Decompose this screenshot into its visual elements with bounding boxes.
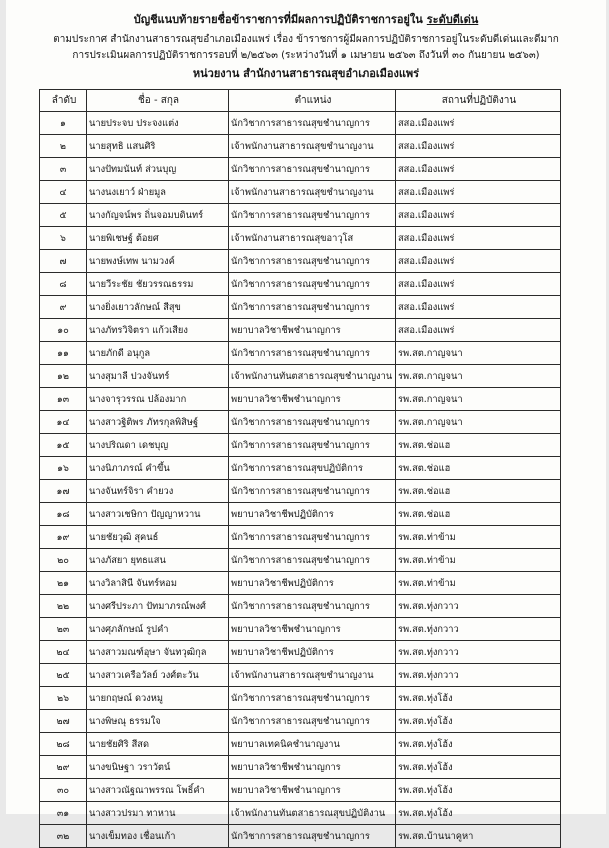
table-row [40,664,561,687]
cell-name: นายภักดี อนุกูล [87,342,229,365]
cell-position: เจ้าพนักงานสาธารณสุขชำนาญงาน [229,135,396,158]
cell-workplace: รพ.สต.ทุ่งโฮ้ง [396,802,561,825]
cell-order: ๑๑ [40,342,87,365]
table-row [40,457,561,480]
table-row [40,112,561,135]
cell-position: พยาบาลวิชาชีพชำนาญการ [229,756,396,779]
table-row [40,181,561,204]
cell-order: ๒๒ [40,595,87,618]
cell-workplace: รพ.สต.ท่าข้าม [396,572,561,595]
table-row [40,388,561,411]
cell-name: นางสาวมณฑ์อุษา จันทวุฒิกุล [87,641,229,664]
cell-position: พยาบาลวิชาชีพชำนาญการ [229,319,396,342]
cell-name: นางศรีประภา ปัทมาภรณ์พงศ์ [87,595,229,618]
cell-workplace: รพ.สต.ทุ่งกวาว [396,595,561,618]
cell-workplace: รพ.สต.ทุ่งกวาว [396,641,561,664]
cell-position: นักวิชาการสาธารณสุขปฏิบัติการ [229,457,396,480]
cell-workplace: รพ.สต.ช่อแฮ [396,434,561,457]
cell-order: ๘ [40,273,87,296]
cell-position: นักวิชาการสาธารณสุขชำนาญการ [229,687,396,710]
cell-position: เจ้าพนักงานสาธารณสุขอาวุโส [229,227,396,250]
cell-position: พยาบาลเทคนิคชำนาญงาน [229,733,396,756]
cell-position: นักวิชาการสาธารณสุขชำนาญการ [229,250,396,273]
header-position: ตำแหน่ง [229,90,396,112]
cell-name: นางปริณดา เดชบุญ [87,434,229,457]
cell-order: ๑๔ [40,411,87,434]
cell-workplace: รพ.สต.กาญจนา [396,365,561,388]
cell-workplace: รพ.สต.กาญจนา [396,342,561,365]
cell-name: นายชัยวุฒิ สุคนธ์ [87,526,229,549]
cell-name: นายสุทธิ แสนศิริ [87,135,229,158]
cell-order: ๒๑ [40,572,87,595]
cell-name: นางสาวณัฐณาพรรณ โพธิ์คำ [87,779,229,802]
cell-order: ๑ [40,112,87,135]
document-title [6,13,606,27]
cell-order: ๒๘ [40,733,87,756]
cell-order: ๑๕ [40,434,87,457]
cell-workplace: รพ.สต.กาญจนา [396,411,561,434]
cell-name: นายกฤษณ์ ดวงหมู [87,687,229,710]
cell-position: พยาบาลวิชาชีพปฏิบัติการ [229,503,396,526]
table-row [40,503,561,526]
cell-workplace: รพ.สต.บ้านนาคูหา [396,825,561,848]
cell-name: นางสาวเชษิกา ปัญญาหวาน [87,503,229,526]
announcement-line-1: ตามประกาศ สำนักงานสาธารณสุขอำเภอเมืองแพร่ เรื่อง ข้าราชการผู้มีผลการปฏิบัติราชการอยู่ในระดับดีเด่นและดีมาก [53,34,559,45]
cell-workplace: รพ.สต.ช่อแฮ [396,480,561,503]
cell-order: ๑๖ [40,457,87,480]
table-row [40,572,561,595]
cell-position: พยาบาลวิชาชีพปฏิบัติการ [229,572,396,595]
cell-position: เจ้าพนักงานทันตสาธารณสุขปฏิบัติงาน [229,802,396,825]
cell-name: นางนงเยาว์ ฝ่ายมูล [87,181,229,204]
cell-workplace: รพ.สต.ทุ่งกวาว [396,618,561,641]
cell-position: พยาบาลวิชาชีพชำนาญการ [229,388,396,411]
cell-name: นางพิษณุ ธรรมใจ [87,710,229,733]
cell-name: นายชัยศิริ สีสด [87,733,229,756]
cell-position: เจ้าพนักงานทันตสาธารณสุขชำนาญงาน [229,365,396,388]
cell-name: นางภัทรวิจิตรา แก้วเสียง [87,319,229,342]
cell-order: ๓๒ [40,825,87,848]
cell-name: นางขนิษฐา วราวัตน์ [87,756,229,779]
announcement-line-2: การประเมินผลการปฏิบัติราชการรอบที่ ๒/๒๕๖๓ (ระหว่างวันที่ ๑ เมษายน ๒๕๖๓ ถึงวันที่ ๓๐ กันยายน ๒๕๖๓) [72,50,540,61]
cell-workplace: สสอ.เมืองแพร่ [396,204,561,227]
cell-order: ๑๗ [40,480,87,503]
table-row [40,273,561,296]
cell-position: นักวิชาการสาธารณสุขชำนาญการ [229,526,396,549]
cell-name: นายพิเชษฐ์ ต้อยศ [87,227,229,250]
cell-position: พยาบาลวิชาชีพชำนาญการ [229,779,396,802]
cell-workplace: รพ.สต.ทุ่งโฮ้ง [396,756,561,779]
unit-heading: หน่วยงาน สำนักงานสาธารณสุขอำเภอเมืองแพร่ [192,67,420,80]
cell-workplace: สสอ.เมืองแพร่ [396,296,561,319]
cell-name: นายพงษ์เทพ นามวงค์ [87,250,229,273]
cell-name: นางปัทมนันท์ ส่วนบุญ [87,158,229,181]
cell-position: นักวิชาการสาธารณสุขชำนาญการ [229,710,396,733]
table-row [40,618,561,641]
header-order: ลำดับ [40,90,87,112]
cell-order: ๒๗ [40,710,87,733]
table-row [40,227,561,250]
cell-name: นางจารุวรรณ ปล้องมาก [87,388,229,411]
table-row [40,526,561,549]
cell-order: ๒๓ [40,618,87,641]
cell-workplace: รพ.สต.ช่อแฮ [396,457,561,480]
table-row [40,687,561,710]
cell-workplace: สสอ.เมืองแพร่ [396,227,561,250]
table-row [40,825,561,848]
table-row [40,733,561,756]
table-row [40,595,561,618]
cell-name: นางนิภาภรณ์ คำขึ้น [87,457,229,480]
cell-position: เจ้าพนักงานสาธารณสุขชำนาญงาน [229,181,396,204]
cell-order: ๓๐ [40,779,87,802]
cell-name: นางสาวปรมา ทาหาน [87,802,229,825]
cell-name: นางสุมาลี ปวงจันทร์ [87,365,229,388]
table-row [40,641,561,664]
cell-order: ๙ [40,296,87,319]
cell-order: ๗ [40,250,87,273]
staff-table [39,89,561,848]
table-row [40,250,561,273]
cell-workplace: สสอ.เมืองแพร่ [396,250,561,273]
table-row [40,342,561,365]
cell-name: นางภัสยา ยุทธแสน [87,549,229,572]
cell-order: ๒ [40,135,87,158]
cell-order: ๑๓ [40,388,87,411]
cell-position: นักวิชาการสาธารณสุขชำนาญการ [229,296,396,319]
cell-order: ๖ [40,227,87,250]
cell-workplace: รพ.สต.ทุ่งโฮ้ง [396,687,561,710]
table-body [40,112,561,848]
cell-name: นางสาวฐิติพร ภัทรกุลพิสิษฐ์ [87,411,229,434]
cell-position: เจ้าพนักงานสาธารณสุขชำนาญงาน [229,664,396,687]
table-row [40,802,561,825]
cell-workplace: รพ.สต.ช่อแฮ [396,503,561,526]
cell-workplace: รพ.สต.ทุ่งโฮ้ง [396,710,561,733]
table-row [40,411,561,434]
header-name: ชื่อ - สกุล [87,90,229,112]
cell-order: ๒๐ [40,549,87,572]
table-row [40,365,561,388]
cell-name: นางเข็มทอง เชื่อนเก้า [87,825,229,848]
table-row [40,434,561,457]
cell-position: พยาบาลวิชาชีพชำนาญการ [229,618,396,641]
cell-position: นักวิชาการสาธารณสุขชำนาญการ [229,825,396,848]
cell-position: นักวิชาการสาธารณสุขชำนาญการ [229,342,396,365]
cell-order: ๒๙ [40,756,87,779]
cell-position: พยาบาลวิชาชีพปฏิบัติการ [229,641,396,664]
cell-workplace: รพ.สต.ทุ่งกวาว [396,664,561,687]
cell-order: ๒๖ [40,687,87,710]
table-row [40,296,561,319]
title-main: บัญชีแนบท้ายรายชื่อข้าราชการที่มีผลการปฏิบัติราชการอยู่ใน [133,13,423,26]
cell-name: นางศุภลักษณ์ รูปคำ [87,618,229,641]
table-row [40,756,561,779]
cell-name: นางจันทร์จิรา คำยวง [87,480,229,503]
cell-workplace: สสอ.เมืองแพร่ [396,158,561,181]
cell-workplace: สสอ.เมืองแพร่ [396,273,561,296]
cell-position: นักวิชาการสาธารณสุขชำนาญการ [229,158,396,181]
cell-workplace: รพ.สต.ทุ่งโฮ้ง [396,779,561,802]
table-row [40,710,561,733]
cell-position: นักวิชาการสาธารณสุขชำนาญการ [229,434,396,457]
table-header-row [40,90,561,112]
cell-order: ๑๐ [40,319,87,342]
table-row [40,204,561,227]
cell-position: นักวิชาการสาธารณสุขชำนาญการ [229,549,396,572]
cell-position: นักวิชาการสาธารณสุขชำนาญการ [229,273,396,296]
cell-workplace: รพ.สต.ทุ่งโฮ้ง [396,733,561,756]
cell-position: นักวิชาการสาธารณสุขชำนาญการ [229,480,396,503]
cell-position: นักวิชาการสาธารณสุขชำนาญการ [229,204,396,227]
cell-workplace: รพ.สต.กาญจนา [396,388,561,411]
cell-order: ๒๔ [40,641,87,664]
cell-name: นายประจบ ประจงแต่ง [87,112,229,135]
cell-name: นายวีระชัย ชัยวรรณธรรม [87,273,229,296]
cell-workplace: สสอ.เมืองแพร่ [396,181,561,204]
title-level: ระดับดีเด่น [426,13,479,26]
table-row [40,779,561,802]
cell-order: ๑๙ [40,526,87,549]
cell-order: ๔ [40,181,87,204]
cell-order: ๕ [40,204,87,227]
cell-name: นางวิลาสินี จันทร์หอม [87,572,229,595]
cell-order: ๓๑ [40,802,87,825]
table-row [40,480,561,503]
cell-order: ๑๘ [40,503,87,526]
table-row [40,319,561,342]
table-row [40,135,561,158]
cell-workplace: รพ.สต.ท่าข้าม [396,526,561,549]
cell-order: ๓ [40,158,87,181]
header-workplace: สถานที่ปฏิบัติงาน [396,90,561,112]
cell-workplace: สสอ.เมืองแพร่ [396,135,561,158]
cell-order: ๒๕ [40,664,87,687]
cell-workplace: รพ.สต.ท่าข้าม [396,549,561,572]
cell-name: นางสาวเครือวัลย์ วงศ์ตะวัน [87,664,229,687]
cell-name: นางกัญจน์พร ถิ่นจอมบดินทร์ [87,204,229,227]
cell-order: ๑๒ [40,365,87,388]
table-row [40,549,561,572]
cell-position: นักวิชาการสาธารณสุขชำนาญการ [229,411,396,434]
cell-position: นักวิชาการสาธารณสุขชำนาญการ [229,112,396,135]
cell-name: นางยิ่งเยาวลักษณ์ สีสุข [87,296,229,319]
cell-workplace: สสอ.เมืองแพร่ [396,112,561,135]
document-page [6,0,606,842]
cell-position: นักวิชาการสาธารณสุขชำนาญการ [229,595,396,618]
table-row [40,158,561,181]
cell-workplace: สสอ.เมืองแพร่ [396,319,561,342]
